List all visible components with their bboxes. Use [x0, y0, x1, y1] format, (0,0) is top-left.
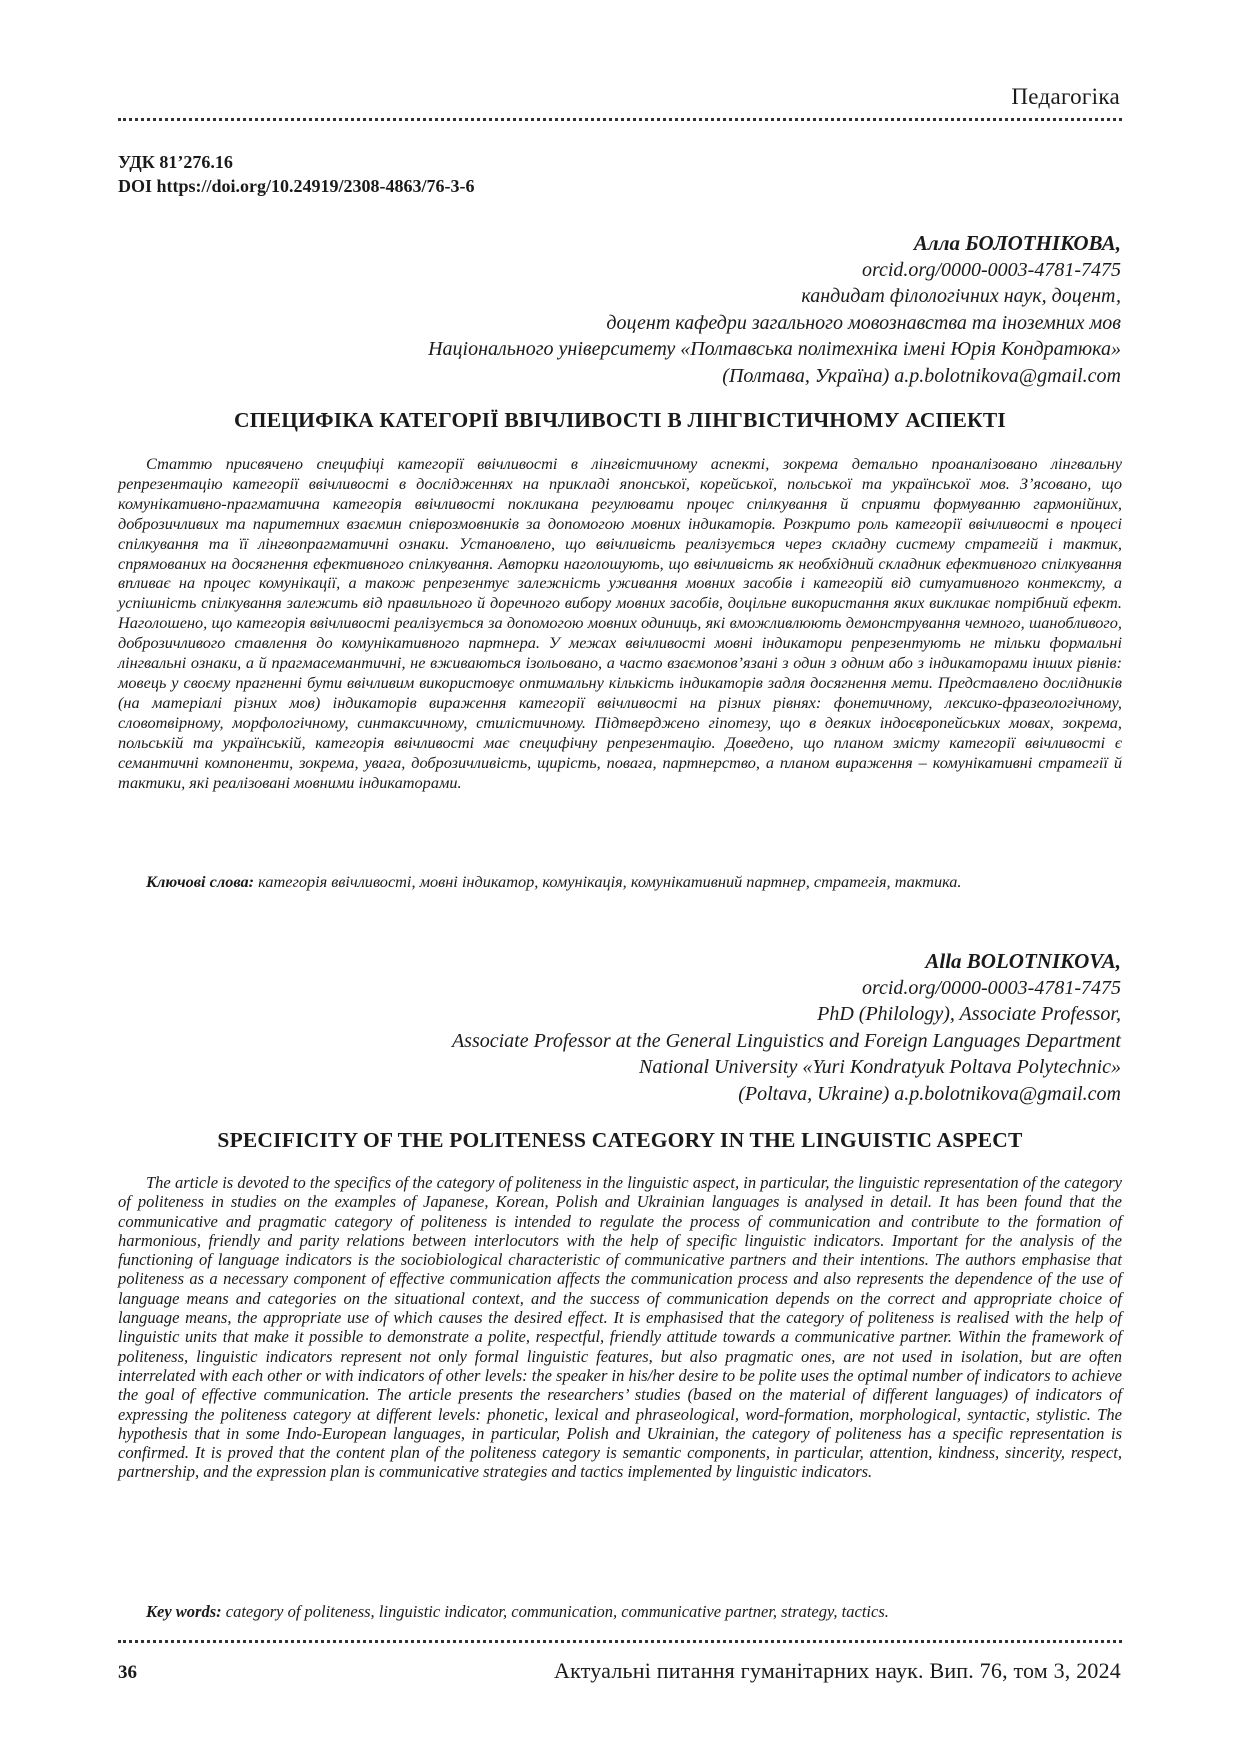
author-orcid-en[interactable]: orcid.org/0000-0003-4781-7475	[861, 976, 1121, 999]
abstract-en: The article is devoted to the specifics of the category of politeness in the linguistic aspect, in particular, the linguistic representation of the category of politeness in studies on the examples of Japanese, Korean, Polish and Ukrainian languages is analysed in detail. It has been found that the communicative and pragmatic category of politeness is intended to regulate the process of communication and contribute to the formation of harmonious, friendly and parity relations between interlocutors with the help of specific linguistic indicators. Important for the analysis of the functioning of language indicators is the sociobiological characteristic of communicative partners and their intentions. The authors emphasise that politeness as a necessary component of effective communication affects the communication process and also represents the dependence of the use of language means and categories on the situational context, and the success of communication depends on the correct and appropriate choice of language means, the appropriate use of which causes the desired effect. It is emphasised that the category of politeness is realised with the help of linguistic units that make it possible to demonstrate a polite, respectful, friendly attitude towards a communicative partner. Within the framework of politeness, linguistic indicators represent not only formal linguistic features, but also pragmatic ones, are not used in isolation, but are often interrelated with each other or with indicators of other levels: the speaker in his/her desire to be polite uses the optimal number of indicators to achieve the goal of effective communication. The article presents the researchers’ studies (based on the material of different languages) of indicators of expressing the politeness category at different levels: phonetic, lexical and phraseological, word-formation, morphological, syntactic, stylistic. The hypothesis that in some Indo-European languages, in particular, Polish and Ukrainian, the category of politeness has a specific representation is confirmed. It is proved that the content plan of the politeness category is semantic components, in particular, attention, kindness, sincerity, respect, partnership, and the expression plan is communicative strategies and tactics implemented by linguistic indicators.	[118, 1173, 1122, 1482]
keywords-text-ua: категорія ввічливості, мовні індикатор, комунікація, комунікативний партнер, стратегія, тактика.	[258, 872, 962, 891]
author-position-ua: доцент кафедри загального мовознавства та іноземних мов	[606, 311, 1121, 334]
keywords-label-ua: Ключові слова:	[146, 872, 255, 891]
author-university-ua: Національного університету «Полтавська політехніка імені Юрія Кондратюка»	[428, 338, 1121, 360]
article-title-ua: СПЕЦИФІКА КАТЕГОРІЇ ВВІЧЛИВОСТІ В ЛІНГВІСТИЧНОМУ АСПЕКТІ	[234, 408, 1006, 432]
author-block-ua	[121, 230, 1121, 389]
section-running-head: Педагогіка	[1011, 84, 1120, 109]
udk-code: УДК 81’276.16	[118, 152, 233, 172]
keywords-en	[118, 1602, 1122, 1622]
article-title-en: SPECIFICITY OF THE POLITENESS CATEGORY IN THE LINGUISTIC ASPECT	[217, 1128, 1023, 1152]
journal-citation-footer: Актуальні питання гуманітарних наук. Вип. 76, том 3, 2024	[554, 1658, 1121, 1683]
article-identifiers	[118, 150, 475, 198]
author-degree-ua: кандидат філологічних наук, доцент,	[801, 285, 1121, 307]
author-position-en: Associate Professor at the General Linguistics and Foreign Languages Department	[451, 1029, 1121, 1052]
author-location-email-ua: (Полтава, Україна) a.p.bolotnikova@gmail.com	[722, 364, 1121, 387]
abstract-ua: Статтю присвячено специфіці категорії ввічливості в лінгвістичному аспекті, зокрема детально проаналізовано лінгвальну репрезентацію категорії ввічливості в дослідженнях на прикладі японської, корейської, польської та української мов. З’ясовано, що комунікативно-прагматична категорія ввічливості покликана регулювати процес спілкування й сприяти формуванню гармонійних, доброзичливих та паритетних взаємин співрозмовників за допомогою мовних індикаторів. Розкрито роль категорії ввічливості в процесі спілкування та її лінгвопрагматичні ознаки. Установлено, що ввічливість реалізується через складну систему стратегій і тактик, спрямованих на досягнення ефективного спілкування. Авторки наголошують, що ввічливість як необхідний складник ефективного спілкування впливає на процес комунікації, а також репрезентує залежність уживання мовних засобів і категорій від ситуативного контексту, а успішність спілкування залежить від правильного й доречного вибору мовних засобів, доцільне використання яких викликає потрібний ефект. Наголошено, що категорія ввічливості реалізується за допомогою мовних одиниць, які вможливлюють демонстрування чемного, шанобливого, доброзичливого ставлення до комунікативного партнера. У межах ввічливості мовні індикатори репрезентують не тільки формальні лінгвальні ознаки, а й прагмасемантичні, не вживаються ізольовано, а часто взаємопов’язані з один з одним або з індикаторами інших рівнів: мовець у своєму прагненні бути ввічливим використовує оптимальну кількість індикаторів задля досягнення мети. Представлено дослідників (на матеріалі різних мов) індикаторів вираження категорії ввічливості на різних рівнях: фонетичному, лексико-фразеологічному, словотвірному, морфологічному, синтаксичному, стилістичному. Підтверджено гіпотезу, що в деяких індоєвропейських мовах, зокрема, польській та українській, категорія ввічливості має специфічну репрезентацію. Доведено, що планом змісту категорії ввічливості є семантичні компоненти, зокрема, увага, доброзичливість, щирість, повага, партнерство, а планом вираження – комунікативні стратегії й тактики, які реалізовані мовними індикаторами.	[118, 454, 1122, 792]
author-name-en: Alla BOLOTNIKOVA,	[925, 949, 1121, 973]
page-number: 36	[118, 1662, 137, 1683]
doi-link[interactable]: DOI https://doi.org/10.24919/2308-4863/76-3-6	[118, 176, 475, 196]
bottom-dotted-divider	[118, 1640, 1122, 1643]
author-degree-en: PhD (Philology), Associate Professor,	[817, 1003, 1121, 1025]
author-university-en: National University «Yuri Kondratyuk Poltava Polytechnic»	[639, 1056, 1121, 1078]
author-block-en	[121, 948, 1121, 1107]
author-orcid-ua[interactable]: orcid.org/0000-0003-4781-7475	[861, 258, 1121, 281]
keywords-text-en: category of politeness, linguistic indicator, communication, communicative partner, strategy, tactics.	[225, 1602, 889, 1621]
keywords-ua	[118, 872, 1122, 892]
top-dotted-divider	[118, 118, 1122, 121]
author-location-email-en: (Poltava, Ukraine) a.p.bolotnikova@gmail.com	[738, 1082, 1121, 1105]
author-name-ua: Алла БОЛОТНІКОВА,	[913, 231, 1121, 255]
keywords-label-en: Key words:	[146, 1602, 222, 1621]
